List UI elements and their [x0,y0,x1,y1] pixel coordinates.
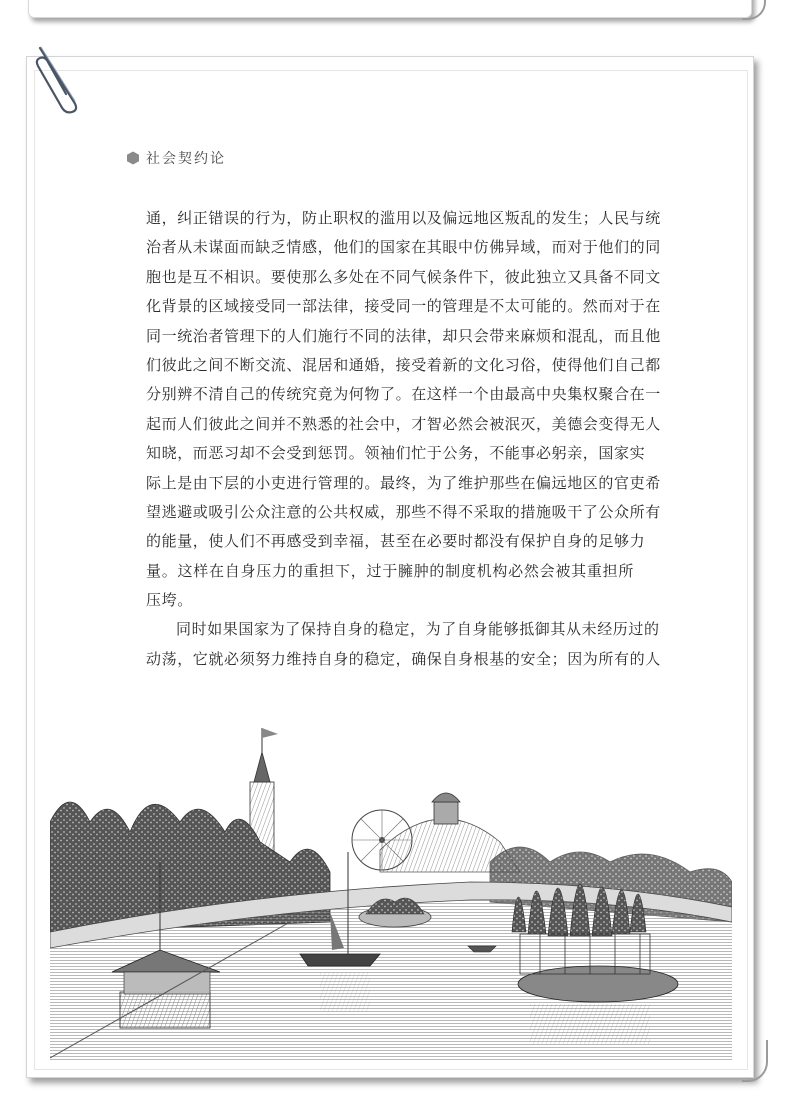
text-line: 化背景的区域接受同一部法律，接受同一的管理是不太可能的。然而对于在 [146,297,661,316]
text-line: 压垮。 [146,591,193,610]
hexagon-bullet-icon [126,151,140,165]
text-line: 同一统治者管理下的人们施行不同的法律，却只会带来麻烦和混乱，而且他 [146,326,661,345]
text-line: 际上是由下层的小吏进行管理的。最终，为了维护那些在偏远地区的官吏希 [146,473,661,492]
text-line: 治者从未谋面而缺乏情感，他们的国家在其眼中仿佛异域，而对于他们的同 [146,238,661,257]
previous-page-edge [28,0,752,18]
text-line: 知晓，而恶习却不会受到惩罚。领袖们忙于公务，不能事必躬亲，国家实 [146,444,646,463]
text-line: 量。这样在自身压力的重担下，过于臃肿的制度机构必然会被其重担所 [146,561,634,580]
text-line: 同时如果国家为了保持自身的稳定，为了自身能够抵御其从未经历过的 [176,620,660,639]
text-line: 们彼此之间不断交流、混居和通婚，接受着新的文化习俗，使得他们自己都 [146,355,661,374]
text-line: 胞也是互不相识。要使那么多处在不同气候条件下，彼此独立又具备不同文 [146,267,661,286]
previous-page-curl [742,0,766,20]
park-lake-engraving [50,722,732,1062]
text-line: 的能量，使人们不再感受到幸福，甚至在必要时都没有保护自身的足够力 [146,532,646,551]
text-line: 望逃避或吸引公众注意的公共权威，那些不得不采取的措施吸干了公众所有 [146,502,661,521]
text-line: 起而人们彼此之间并不熟悉的社会中，才智必然会被泯灭，美德会变得无人 [146,414,661,433]
text-line: 通，纠正错误的行为，防止职权的滥用以及偏远地区叛乱的发生；人民与统 [146,209,661,227]
text-line: 分别辨不清自己的传统究竟为何物了。在这样一个由最高中央集权聚合在一 [146,385,661,404]
section-header [126,147,226,169]
text-line: 动荡，它就必须努力维持自身的稳定，确保自身根基的安全；因为所有的人 [146,649,661,668]
section-title: 社会契约论 [146,151,226,167]
paperclip-icon [30,40,86,114]
page-curl [742,1040,768,1082]
body-text [146,204,661,674]
